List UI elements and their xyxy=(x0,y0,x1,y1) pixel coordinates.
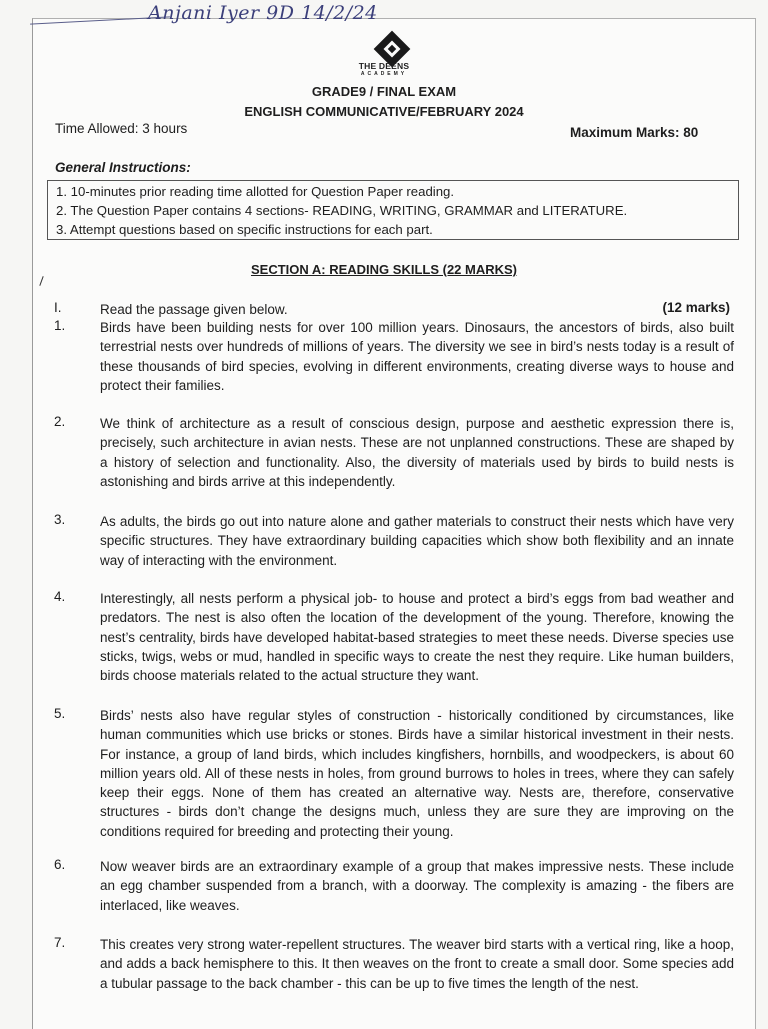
exam-title: GRADE9 / FINAL EXAM xyxy=(311,84,457,99)
question-marks: (12 marks) xyxy=(662,300,730,315)
paragraph-number: 7. xyxy=(54,935,66,950)
school-subtitle: ACADEMY xyxy=(360,71,408,77)
paragraph-text: As adults, the birds go out into nature alone and gather materials to construct their nests which have very specific structures. They have extraordinary building capacities which show both flexibility and an innate way of interacting with the environment. xyxy=(100,514,734,568)
paragraph-number: 6. xyxy=(54,857,66,872)
section-title: SECTION A: READING SKILLS (22 MARKS) xyxy=(250,262,518,277)
question-prompt: Read the passage given below. xyxy=(100,302,288,317)
paragraph-text: Interestingly, all nests perform a physical job- to house and protect a bird’s eggs from bad weather and predators. The nest is also often the location of the development of the young. Therefore, knowing the nest’s centrality, birds have developed habitat-based strategies to meet these needs. Diverse species use sticks, twigs, webs or mud, handled in specific ways to create the nest they require. Like human builders, birds choose materials related to the actual structure they want. xyxy=(100,591,734,684)
paragraph-number: 4. xyxy=(54,589,66,604)
paragraph-number: 5. xyxy=(54,706,66,721)
paragraph-text: We think of architecture as a result of conscious design, purpose and aesthetic expression there is, precisely, such architecture in avian nests. These are not unplanned constructions. These are shaped by a history of selection and functionality. Also, the diversity of materials used by birds to build nests is astonishing and birds arrive at this independently. xyxy=(100,416,734,489)
paragraph-number: 2. xyxy=(54,414,66,429)
question-number: I. xyxy=(54,300,62,315)
paragraph-text: This creates very strong water-repellent structures. The weaver bird starts with a vertical ring, like a hoop, and adds a back hemisphere to this. It then weaves on the front to create a small door. Some species add a tubular passage to the back chamber - this can be up to five times the length of the nest. xyxy=(100,937,734,991)
instruction-item: 3. Attempt questions based on specific instructions for each part. xyxy=(56,222,433,237)
exam-subject: ENGLISH COMMUNICATIVE/FEBRUARY 2024 xyxy=(244,104,524,119)
paragraph-text: Birds have been building nests for over 100 million years. Dinosaurs, the ancestors of birds, also built terrestrial nests over hundreds of millions of years. The diversity we see in bird’s nests today is a result of these thousands of bird species, evolving in different environments, creating diverse ways to house and protect their families. xyxy=(100,320,734,393)
instructions-box xyxy=(47,180,739,240)
instructions-title: General Instructions: xyxy=(55,160,191,175)
instruction-item: 2. The Question Paper contains 4 sections- READING, WRITING, GRAMMAR and LITERATURE. xyxy=(56,203,628,218)
instruction-item: 1. 10-minutes prior reading time allotted for Question Paper reading. xyxy=(56,184,455,199)
paragraph-text: Birds’ nests also have regular styles of construction - historically conditioned by circumstances, like human communities which use bricks or stones. Birds have a similar historical investment in their nests. For instance, a group of land birds, which includes kingfishers, hornbills, and woodpeckers, is about 60 million years old. All of these nests in holes, from ground burrows to holes in trees, where they can safely keep their eggs. None of them has created an alternative way. Nests are, therefore, conservative structures - birds don’t change the designs much, unless they are sure they are improving on the conditions required for breeding and protecting their young. xyxy=(100,708,734,839)
paragraph-text: Now weaver birds are an extraordinary example of a group that makes impressive nests. These include an egg chamber suspended from a branch, with a doorway. The complexity is amazing - the fibers are interlaced, like weaves. xyxy=(100,859,734,913)
max-marks: Maximum Marks: 80 xyxy=(570,125,699,140)
paragraph-number: 1. xyxy=(54,318,66,333)
handwritten-annotation: Anjani Iyer 9D 14/2/24 xyxy=(148,2,378,24)
time-allowed: Time Allowed: 3 hours xyxy=(55,121,188,136)
school-name: THE DEENS xyxy=(358,61,410,71)
paragraph-number: 3. xyxy=(54,512,66,527)
